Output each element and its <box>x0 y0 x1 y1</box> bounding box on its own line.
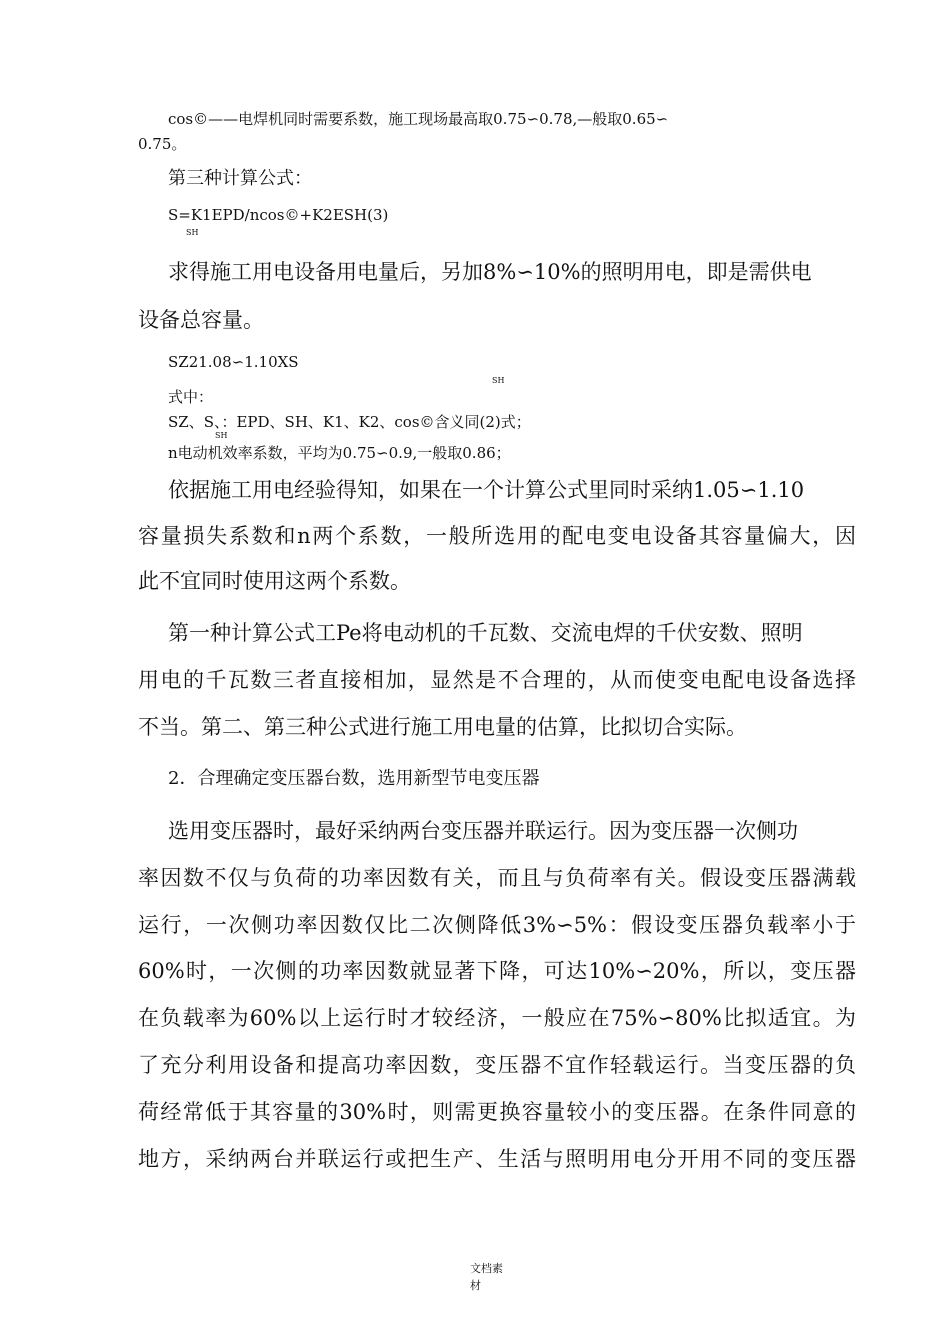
formula: S=K1EPD/ncos©+K2ESH(3) <box>168 206 389 224</box>
text-line: 运行，一次侧功率因数仅比二次侧降低3%∽5%：假设变压器负载率小于 <box>138 913 856 937</box>
text-line: 式中： <box>168 388 214 406</box>
text-line: 荷经常低于其容量的30%时，则需更换容量较小的变压器。在条件同意的 <box>138 1100 856 1124</box>
formula-subscript: SH <box>186 228 199 237</box>
text-line: SZ、S、：EPD、SH、K1、K2、cos©含义同(2)式； <box>168 413 531 431</box>
text-line: 容量损失系数和n两个系数，一般所选用的配电变电设备其容量偏大，因 <box>138 524 856 548</box>
text-line: cos©——电焊机同时需要系数，施工现场最高取0.75∽0.78,—般取0.65∽ <box>168 110 669 128</box>
text-line: 用电的千瓦数三者直接相加，显然是不合理的，从而使变电配电设备选择 <box>138 668 856 692</box>
footer-line: 材 <box>470 1279 481 1292</box>
formula: SZ21.08∽1.10XS <box>168 353 299 371</box>
page-footer <box>470 1260 510 1294</box>
section-heading: 2．合理确定变压器台数，选用新型节电变压器 <box>168 768 540 789</box>
text-line: 60%时，一次侧的功率因数就显著下降，可达10%∽20%，所以，变压器 <box>138 959 856 983</box>
text-line: 选用变压器时，最好采纳两台变压器并联运行。因为变压器一次侧功 <box>168 819 798 843</box>
text-line: 依据施工用电经验得知，如果在一个计算公式里同时采纳1.05∽1.10 <box>168 478 805 502</box>
text-line: 0.75。 <box>138 135 187 153</box>
text-line: 了充分利用设备和提高功率因数，变压器不宜作轻载运行。当变压器的负 <box>138 1053 856 1077</box>
text-line: 此不宜同时使用这两个系数。 <box>138 569 411 593</box>
text-line: 地方，采纳两台并联运行或把生产、生活与照明用电分开用不同的变压器 <box>138 1147 856 1171</box>
text-line: 第一种计算公式工Pe将电动机的千瓦数、交流电焊的千伏安数、照明 <box>168 621 803 645</box>
text-line: n电动机效率系数，平均为0.75∽0.9,一般取0.86； <box>168 444 511 462</box>
formula-subscript: SH <box>492 376 505 385</box>
text-line: 不当。第二、第三种公式进行施工用电量的估算，比拟切合实际。 <box>138 715 747 739</box>
footer-line: 文档素 <box>470 1262 503 1275</box>
section-heading: 第三种计算公式： <box>168 168 312 189</box>
text-line: 率因数不仅与负荷的功率因数有关，而且与负荷率有关。假设变压器满载 <box>138 866 856 890</box>
text-line: 在负载率为60%以上运行时才较经济，一般应在75%∽80%比拟适宜。为 <box>138 1006 856 1030</box>
formula-subscript: SH <box>215 431 228 440</box>
text-line: 设备总容量。 <box>138 308 264 332</box>
text-line: 求得施工用电设备用电量后，另加8%∽10%的照明用电，即是需供电 <box>168 260 812 284</box>
